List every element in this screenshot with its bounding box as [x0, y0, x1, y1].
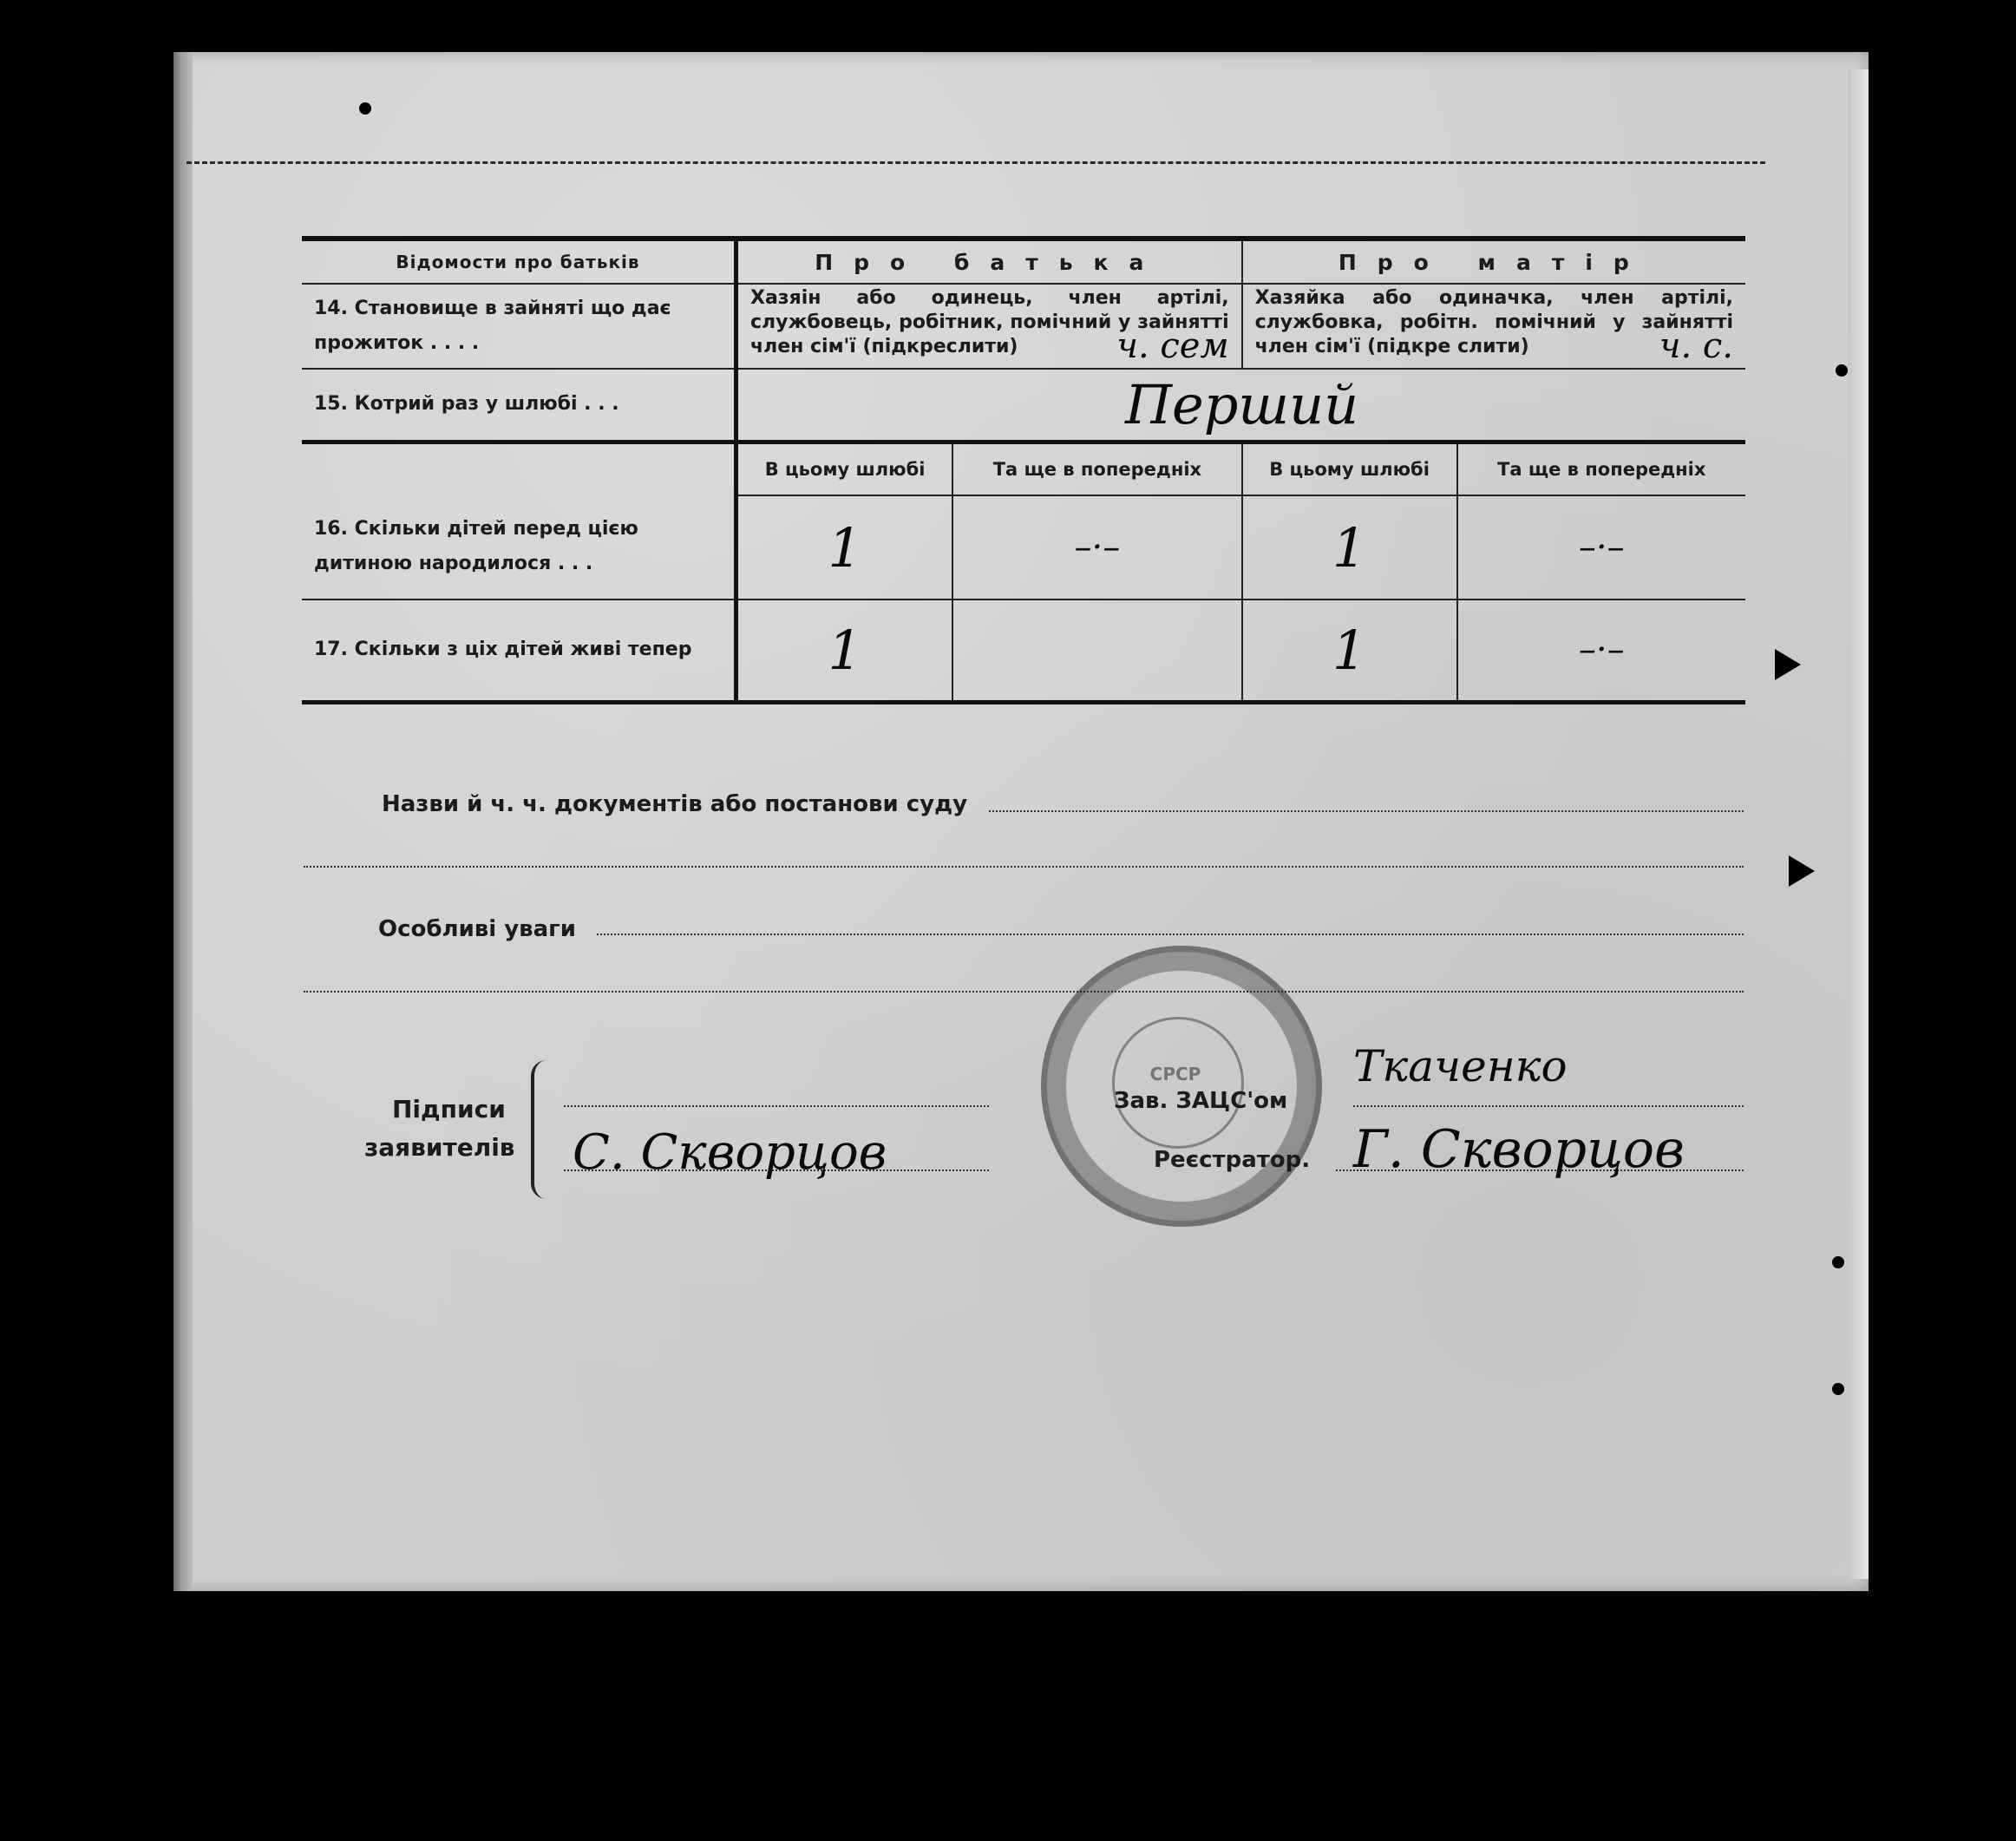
signature-brace: [531, 1060, 550, 1199]
remarks-field-line: [597, 934, 1744, 935]
stamp-text: СРСР: [1149, 1064, 1201, 1084]
binding-hole: [1832, 1256, 1844, 1268]
head-signature-line: [1353, 1105, 1744, 1107]
table-row: [302, 284, 1745, 369]
subheader-father-this: В цьому шлюбі: [736, 442, 953, 495]
documents-field-line-2: [304, 866, 1744, 868]
head-label: Зав. ЗАЦС'ом: [1114, 1088, 1288, 1114]
row-16-mother-prev: –·–: [1457, 495, 1745, 599]
header-father: Про батька: [736, 239, 1242, 284]
paper-notch: [1789, 855, 1815, 887]
registrar-signature: Г. Скворцов: [1353, 1119, 1685, 1180]
paper-notch: [1775, 649, 1801, 680]
paper-right-edge: [1848, 69, 1869, 1579]
row-15-marriage-number: Перший: [736, 369, 1746, 442]
binding-hole: [1836, 364, 1848, 377]
row-17-mother-this: 1: [1242, 599, 1457, 702]
header-info: Відомости про батьків: [302, 239, 736, 284]
subheader-mother-prev: Та ще в попередніх: [1457, 442, 1745, 495]
applicant-signature-line-1: [564, 1105, 989, 1107]
row-16-father-prev: –·–: [952, 495, 1241, 599]
documents-field-line: [989, 810, 1744, 812]
row-17-father-prev: [952, 599, 1241, 702]
row-15-label: 15. Котрий раз у шлюбі . . .: [302, 369, 736, 442]
row-14-mother: [1242, 284, 1745, 369]
row-17-mother-prev: –·–: [1457, 599, 1745, 702]
mother-occupation-options: Хазяйка або одиначка, член артілі, службовка, робітн. помічний у зайнятті член сім'ї (підкре слити): [1254, 287, 1733, 357]
table-row: [302, 442, 1745, 495]
father-occupation-options: Хазяін або одинець, член артілі, службовець, робітник, помічний у зайнятті член сім'ї (підкреслити): [750, 287, 1229, 357]
mother-occupation-handwritten: ч. с.: [1659, 326, 1733, 366]
row-16-father-this: 1: [736, 495, 953, 599]
registrar-label: Реєстратор.: [1154, 1147, 1311, 1173]
father-occupation-handwritten: ч. сем: [1116, 326, 1229, 366]
subheader-father-prev: Та ще в попередніх: [952, 442, 1241, 495]
parents-info-table: [302, 236, 1745, 704]
paper-binding-edge: [173, 52, 193, 1591]
row-14-label: 14. Становище в зайняті що дає прожиток . . . .: [302, 284, 736, 369]
remarks-label: Особливі уваги: [378, 916, 576, 942]
applicant-signature: С. Скворцов: [573, 1124, 887, 1181]
binding-hole: [1832, 1383, 1844, 1395]
table-row: [302, 369, 1745, 442]
row-17-father-this: 1: [736, 599, 953, 702]
row-17-label: 17. Скільки з ціх дітей живі тепер: [302, 599, 736, 702]
applicants-label-line2: заявителів: [364, 1133, 515, 1162]
header-mother: Про матір: [1242, 239, 1745, 284]
documents-label: Назви й ч. ч. документів або постанови суду: [382, 791, 968, 817]
perforation-line: [187, 161, 1765, 164]
table-row: [302, 599, 1745, 702]
row-16-label: 16. Скільки дітей перед цією дитиною народилося . . .: [302, 442, 736, 599]
subheader-mother-this: В цьому шлюбі: [1242, 442, 1457, 495]
binding-hole: [359, 102, 371, 115]
applicants-label-line1: Підписи: [392, 1095, 506, 1124]
row-14-father: [736, 284, 1242, 369]
row-16-mother-this: 1: [1242, 495, 1457, 599]
remarks-field-line-2: [304, 991, 1744, 993]
head-signature: Ткаченко: [1353, 1041, 1568, 1091]
